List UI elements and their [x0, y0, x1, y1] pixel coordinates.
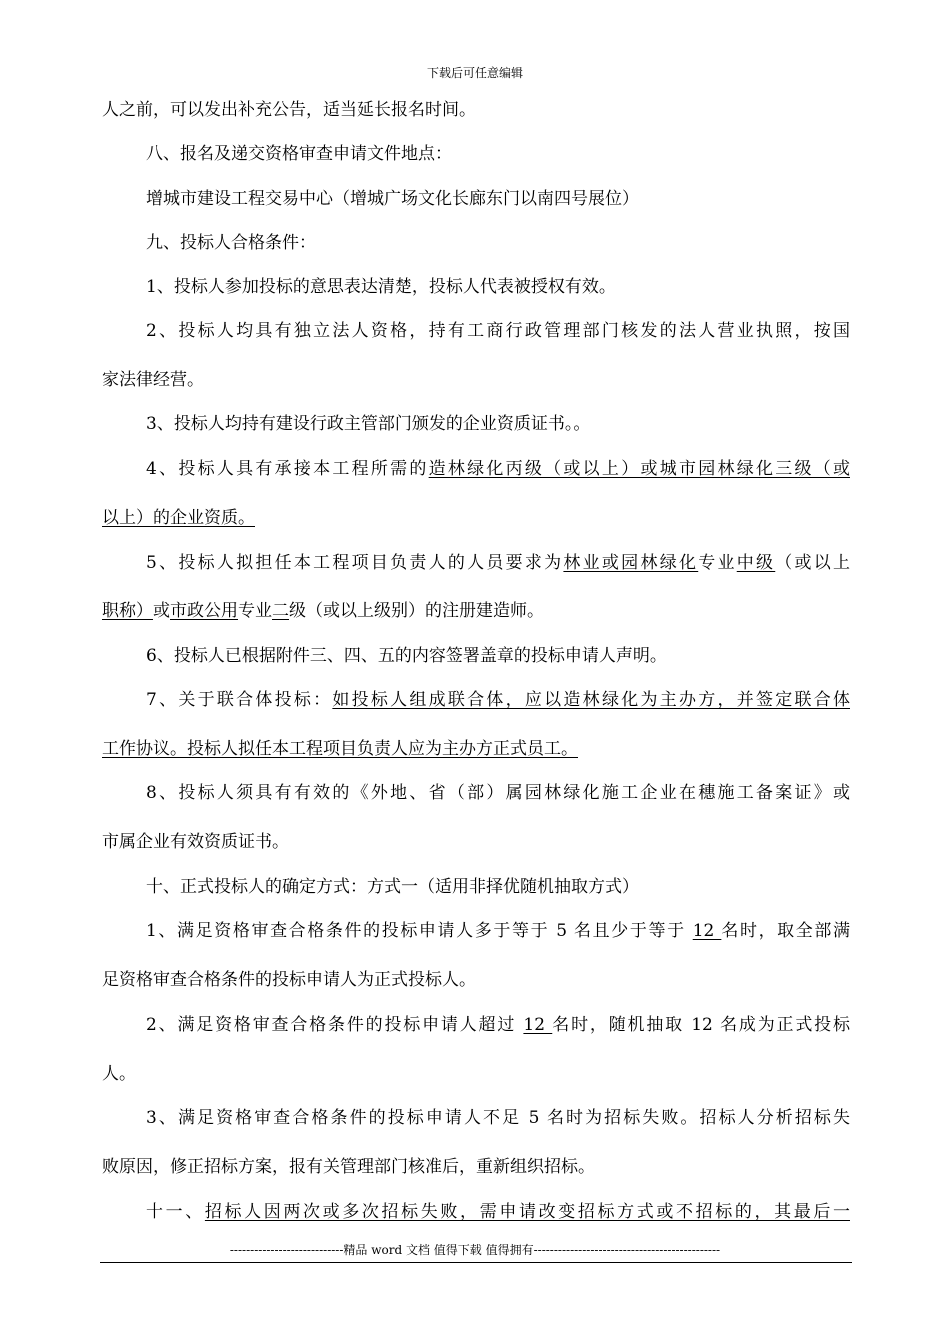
paragraph-line: 足资格审查合格条件的投标申请人为正式投标人。 — [102, 970, 476, 990]
section-heading-10: 十、正式投标人的确定方式：方式一（适用非择优随机抽取方式） — [146, 877, 639, 897]
paragraph-line — [102, 738, 850, 760]
underlined-text: 林业或园林绿化 — [563, 553, 699, 573]
text-run: 十一、 — [146, 1202, 205, 1222]
section-heading-11 — [146, 1201, 850, 1223]
text-run: （或以上 — [775, 553, 850, 573]
paragraph-line: 8、投标人须具有有效的《外地、省（部）属园林绿化施工企业在穗施工备案证》或 — [146, 783, 850, 803]
paragraph-line: 败原因，修正招标方案，报有关管理部门核准后，重新组织招标。 — [102, 1157, 595, 1177]
text-run: 4、投标人具有承接本工程所需的 — [146, 459, 429, 479]
text-run: 1、满足资格审查合格条件的投标申请人多于等于 5 名且少于等于 — [146, 921, 693, 941]
text-run: 2、满足资格审查合格条件的投标申请人超过 — [146, 1015, 524, 1035]
paragraph-line: 人。 — [102, 1064, 136, 1084]
text-run: 名时，取全部满 — [721, 921, 850, 941]
paragraph-line — [146, 552, 850, 574]
page-header: 下载后可任意编辑 — [426, 66, 523, 80]
underlined-text: 市政公用 — [170, 601, 238, 621]
section-heading-8: 八、报名及递交资格审查申请文件地点： — [146, 144, 452, 164]
underlined-text: 工作协议。投标人拟任本工程项目负责人应为主办方正式员工。 — [102, 739, 578, 759]
underlined-text: 12 — [523, 1015, 553, 1035]
underlined-text: 职称） — [102, 601, 153, 621]
paragraph-line: 增城市建设工程交易中心（增城广场文化长廊东门以南四号展位） — [146, 189, 639, 209]
underlined-text: 以上）的企业资质。 — [102, 508, 255, 528]
underlined-text: 如投标人组成联合体，应以造林绿化为主办方，并签定联合体 — [332, 690, 850, 710]
paragraph-line: 2、投标人均具有独立法人资格，持有工商行政管理部门核发的法人营业执照，按国 — [146, 321, 850, 341]
paragraph-line — [146, 1014, 850, 1036]
paragraph-line: 6、投标人已根据附件三、四、五的内容签署盖章的投标申请人声明。 — [146, 646, 667, 666]
text-run: 专业 — [698, 553, 737, 573]
page-footer: ----------------------------精品 word 文档 值得下载 值得拥有---------------------------------------------- — [229, 1243, 721, 1257]
paragraph-line — [146, 458, 850, 480]
paragraph-line: 市属企业有效资质证书。 — [102, 832, 289, 852]
paragraph-line — [146, 920, 850, 942]
text-run: 5、投标人拟担任本工程项目负责人的人员要求为 — [146, 553, 564, 573]
footer-divider — [100, 1262, 852, 1263]
underlined-text: 招标人因两次或多次招标失败，需申请改变招标方式或不招标的，其最后一 — [204, 1202, 850, 1222]
text-run: 或 — [153, 601, 170, 621]
underlined-text: 造林绿化丙级（或以上）或城市园林绿化三级（或 — [428, 459, 850, 479]
paragraph-line: 家法律经营。 — [102, 370, 204, 390]
paragraph-line: 人之前，可以发出补充公告，适当延长报名时间。 — [102, 100, 476, 120]
underlined-text: 二 — [272, 601, 289, 621]
text-run: 级（或以上级别）的注册建造师。 — [289, 601, 544, 621]
paragraph-line — [102, 600, 850, 622]
section-heading-9: 九、投标人合格条件： — [146, 233, 316, 253]
paragraph-line — [146, 689, 850, 711]
underlined-text: 12 — [692, 921, 722, 941]
underlined-text: 中级 — [736, 553, 776, 573]
paragraph-line — [102, 507, 850, 529]
text-run: 专业 — [238, 601, 272, 621]
text-run: 名时，随机抽取 12 名成为正式投标 — [552, 1015, 850, 1035]
text-run: 7、关于联合体投标： — [146, 690, 333, 710]
paragraph-line: 1、投标人参加投标的意思表达清楚，投标人代表被授权有效。 — [146, 277, 616, 297]
paragraph-line: 3、满足资格审查合格条件的投标申请人不足 5 名时为招标失败。招标人分析招标失 — [146, 1108, 850, 1128]
paragraph-line: 3、投标人均持有建设行政主管部门颁发的企业资质证书。。 — [146, 414, 591, 434]
